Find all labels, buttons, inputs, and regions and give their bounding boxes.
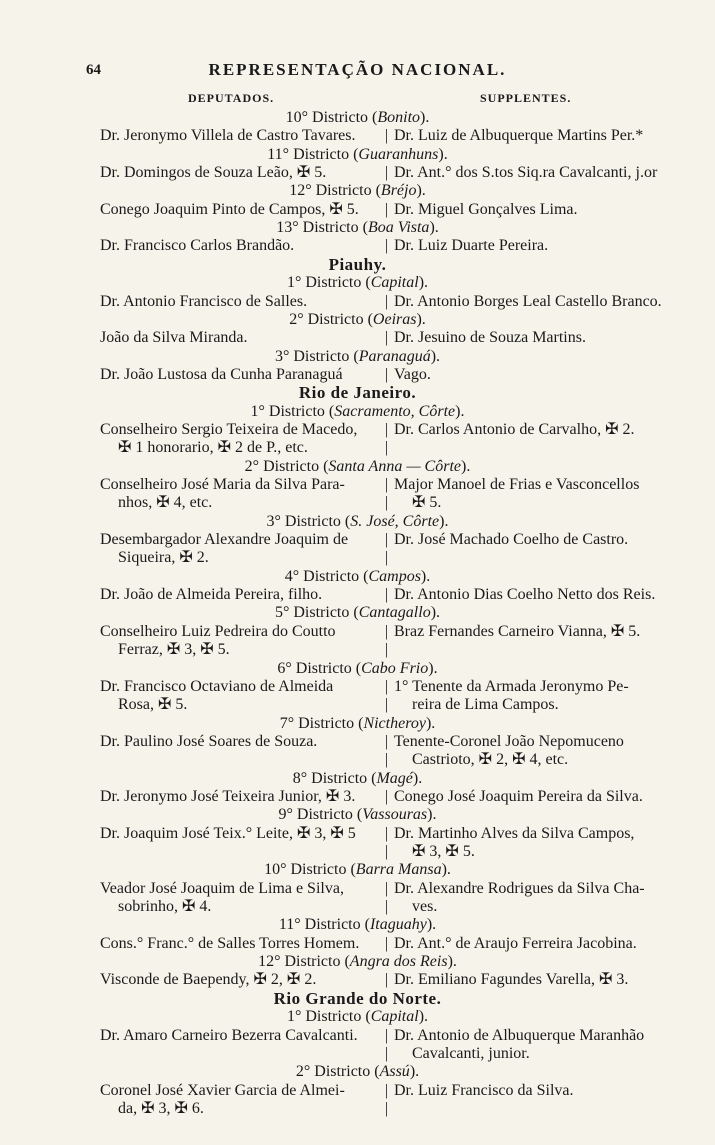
column-divider: | [385,824,389,842]
deputado-text: Conselheiro José Maria da Silva Para- [100,476,345,493]
register-entry [0,476,715,494]
register-entry [0,549,715,567]
district-label: 9° Districto (Vassouras). [278,806,437,824]
running-title: REPRESENTAÇÃO NACIONAL. [208,60,507,79]
supplente-text: 1° Tenente da Armada Jeronymo Pe- [394,677,629,695]
province-heading [0,384,715,402]
supplente-text: Dr. Martinho Alves da Silva Campos, [394,824,635,842]
page-header [0,60,715,82]
register-entry [0,531,715,549]
province-heading [0,256,715,274]
district-name: Nictheroy [363,714,426,732]
supplente-text: Dr. Ant.° dos S.tos Siq.ra Cavalcanti, j.or [394,164,658,182]
register-entry [0,366,715,384]
district-name: Oeiras [372,310,417,328]
page-number: 64 [86,62,101,78]
district-heading [0,770,715,788]
register-entry [0,329,715,347]
register-entry [0,439,715,457]
deputado-text: Dr. João de Almeida Pereira, filho. [100,586,323,604]
deputado-text: Visconde de Baependy, ✠ 2, ✠ 2. [100,971,317,989]
column-divider: | [385,1081,389,1099]
register-entry [0,293,715,311]
supplente-text: Dr. Carlos Antonio de Carvalho, ✠ 2. [394,420,635,438]
supplente-text: Cavalcanti, junior. [412,1044,530,1062]
column-divider: | [385,531,389,549]
district-label: 5° Districto (Cantagallo). [274,604,441,622]
district-label: 3° Districto (Paranaguá). [274,347,441,365]
deputado-text: Cons.° Franc.° de Salles Torres Homem. [100,934,360,952]
column-divider: | [385,677,389,695]
register-entry [0,678,715,696]
district-name: Angra dos Reis [349,953,448,971]
deputado-text: João da Silva Miranda. [100,329,248,347]
district-name: Capital [370,274,419,292]
deputado-text: Rosa, ✠ 5. [118,696,188,714]
deputado-text: Dr. Amaro Carneiro Bezerra Cavalcanti. [100,1026,358,1044]
district-heading [0,146,715,164]
district-heading [0,953,715,971]
district-heading [0,182,715,200]
register-entry [0,696,715,714]
district-label: 8° Districto (Magé). [292,769,423,787]
district-label: 10° Districto (Bonito). [285,109,430,126]
district-label: 1° Districto (Capital). [286,274,429,292]
register-entry [0,898,715,916]
supplente-text: Vago. [394,365,431,383]
district-name: Paranaguá [358,347,431,365]
column-divider: | [385,1099,389,1117]
deputado-text: Conego Joaquim Pinto de Campos, ✠ 5. [100,200,359,218]
supplente-text: Dr. Antonio de Albuquerque Maranhão [394,1026,645,1044]
column-heading-supplentes: SUPPLENTES. [480,91,572,105]
register-entry [0,1082,715,1100]
district-name: Bonito [377,109,421,126]
supplente-text: Dr. Alexandre Rodrigues da Silva Cha- [394,879,645,897]
district-label: 11° Districto (Guaranhuns). [267,145,448,163]
district-label: 3° Districto (S. José, Côrte). [266,512,449,530]
district-label: 12° Districto (Angra dos Reis). [258,953,457,971]
deputado-text: nhos, ✠ 4, etc. [118,494,213,512]
deputado-text: Conselheiro Sergio Teixeira de Macedo, [100,420,358,438]
district-name: Cantagallo [358,604,431,622]
district-name: Capital [370,1008,419,1026]
register-entry [0,641,715,659]
province-heading [0,990,715,1008]
register-entry [0,843,715,861]
column-divider: | [385,934,389,952]
supplente-text: Braz Fernandes Carneiro Vianna, ✠ 5. [394,622,641,640]
supplente-text: Dr. Jesuino de Souza Martins. [394,329,586,347]
column-divider: | [385,292,389,310]
district-label: 1° Districto (Sacramento, Côrte). [250,402,465,420]
district-label: 4° Districto (Campos). [284,567,431,585]
column-divider: | [385,843,389,860]
register-entry [0,733,715,751]
deputado-text: Coronel José Xavier Garcia de Almei- [100,1081,345,1099]
register-entry [0,237,715,255]
supplente-text: Conego José Joaquim Pereira da Silva. [394,787,643,805]
deputado-text: Dr. Francisco Carlos Brandão. [100,237,295,255]
district-name: Boa Vista [367,219,430,237]
column-divider: | [385,549,389,567]
deputado-text: ✠ 1 honorario, ✠ 2 de P., etc. [118,439,308,457]
register-entry [0,1027,715,1045]
deputado-text: Dr. Jeronymo José Teixeira Junior, ✠ 3. [100,787,356,805]
column-heading-deputados: DEPUTADOS. [188,91,275,105]
supplente-text: Dr. Luiz Francisco da Silva. [394,1081,574,1099]
supplente-text: Dr. Luiz Duarte Pereira. [394,237,549,255]
register-entry [0,1045,715,1063]
supplente-text: ves. [412,898,438,916]
district-heading [0,274,715,292]
supplente-text: Dr. Emiliano Fagundes Varella, ✠ 3. [394,971,629,989]
column-divider: | [385,439,389,457]
district-heading [0,403,715,421]
district-name: Sacramento, Côrte [334,402,456,420]
district-name: Campos [368,567,421,585]
district-heading [0,604,715,622]
district-label: 6° Districto (Cabo Frio). [277,659,438,677]
column-divider: | [385,127,389,145]
district-heading [0,458,715,476]
deputado-text: sobrinho, ✠ 4. [118,898,212,916]
district-heading [0,219,715,237]
deputado-text: Dr. Francisco Octaviano de Almeida [100,677,334,695]
column-divider: | [385,1044,389,1062]
district-label: 13° Districto (Boa Vista). [276,219,439,237]
register-entry [0,421,715,439]
deputado-text: Veador José Joaquim de Lima e Silva, [100,879,344,897]
district-name: Assú [379,1063,410,1081]
district-heading [0,311,715,329]
column-divider: | [385,494,389,512]
column-divider: | [385,365,389,383]
district-heading [0,568,715,586]
district-label: 2° Districto (Assú). [295,1063,420,1081]
district-label: 2° Districto (Santa Anna — Côrte). [244,457,471,475]
district-name: Barra Mansa [355,861,442,879]
register-entry [0,971,715,989]
register-entry [0,1100,715,1118]
province-name: Piauhy. [328,254,387,274]
district-name: Vassouras [362,806,428,824]
district-name: S. José, Côrte [350,512,440,530]
supplente-text: Dr. José Machado Coelho de Castro. [394,531,629,549]
district-heading [0,715,715,733]
district-label: 1° Districto (Capital). [286,1008,429,1026]
supplente-text: Dr. Antonio Dias Coelho Netto dos Reis. [394,586,656,604]
district-name: Guaranhuns [358,145,439,163]
column-divider: | [385,200,389,218]
column-divider: | [385,476,389,493]
district-label: 12° Districto (Bréjo). [289,182,426,200]
district-name: Itaguahy [369,916,427,934]
supplente-text: ✠ 5. [412,494,442,512]
column-divider: | [385,898,389,916]
deputado-text: Desembargador Alexandre Joaquim de [100,531,349,549]
register-entry [0,935,715,953]
register-entry [0,825,715,843]
column-divider: | [385,641,389,659]
district-name: Magé [376,769,413,787]
column-divider: | [385,1026,389,1044]
supplente-text: Tenente-Coronel João Nepomuceno [394,732,624,750]
column-divider: | [385,879,389,897]
deputado-text: Dr. João Lustosa da Cunha Paranaguá [100,365,343,383]
district-heading [0,660,715,678]
supplente-text: Major Manoel de Frias e Vasconcellos [394,476,640,493]
column-divider: | [385,751,389,769]
district-heading [0,513,715,531]
register-entry [0,127,715,145]
column-divider: | [385,237,389,255]
register-entry [0,494,715,512]
district-heading [0,109,715,127]
deputado-text: da, ✠ 3, ✠ 6. [118,1099,204,1117]
deputado-text: Ferraz, ✠ 3, ✠ 5. [118,641,230,659]
column-divider: | [385,586,389,604]
column-divider: | [385,732,389,750]
district-heading [0,861,715,879]
column-divider: | [385,696,389,714]
register-entry [0,623,715,641]
supplente-text: Dr. Miguel Gonçalves Lima. [394,200,578,218]
column-divider: | [385,329,389,347]
column-divider: | [385,787,389,805]
column-divider: | [385,971,389,989]
column-divider: | [385,164,389,182]
supplente-text: reira de Lima Campos. [412,696,559,714]
register-entry [0,201,715,219]
district-label: 11° Districto (Itaguahy). [278,916,437,934]
supplente-text: Dr. Antonio Borges Leal Castello Branco. [394,292,662,310]
register-entry [0,880,715,898]
deputado-text: Dr. Antonio Francisco de Salles. [100,292,308,310]
supplente-text: Dr. Ant.° de Araujo Ferreira Jacobina. [394,934,637,952]
register-entry [0,788,715,806]
district-heading [0,1063,715,1081]
column-divider: | [385,420,389,438]
district-label: 10° Districto (Barra Mansa). [264,861,451,879]
deputado-text: Dr. Joaquim José Teix.° Leite, ✠ 3, ✠ 5 [100,824,356,842]
district-name: Bréjo [380,182,417,200]
register-entry [0,751,715,769]
province-name: Rio de Janeiro. [298,383,417,403]
district-label: 7° Districto (Nictheroy). [279,714,436,732]
district-label: 2° Districto (Oeiras). [289,310,426,328]
district-name: Cabo Frio [361,659,429,677]
province-name: Rio Grande do Norte. [273,988,442,1008]
district-heading [0,806,715,824]
district-heading [0,916,715,934]
deputado-text: Conselheiro Luiz Pedreira do Coutto [100,622,336,640]
supplente-text: ✠ 3, ✠ 5. [412,843,475,860]
district-heading [0,1008,715,1026]
deputado-text: Siqueira, ✠ 2. [118,549,209,567]
district-name: Santa Anna — Côrte [328,457,461,475]
column-divider: | [385,622,389,640]
supplente-text: Dr. Luiz de Albuquerque Martins Per.* [394,127,644,145]
register-entry [0,164,715,182]
register-entry [0,586,715,604]
supplente-text: Castrioto, ✠ 2, ✠ 4, etc. [412,751,569,769]
deputado-text: Dr. Domingos de Souza Leão, ✠ 5. [100,164,327,182]
district-heading [0,348,715,366]
deputado-text: Dr. Jeronymo Villela de Castro Tavares. [100,127,356,145]
deputado-text: Dr. Paulino José Soares de Souza. [100,732,318,750]
